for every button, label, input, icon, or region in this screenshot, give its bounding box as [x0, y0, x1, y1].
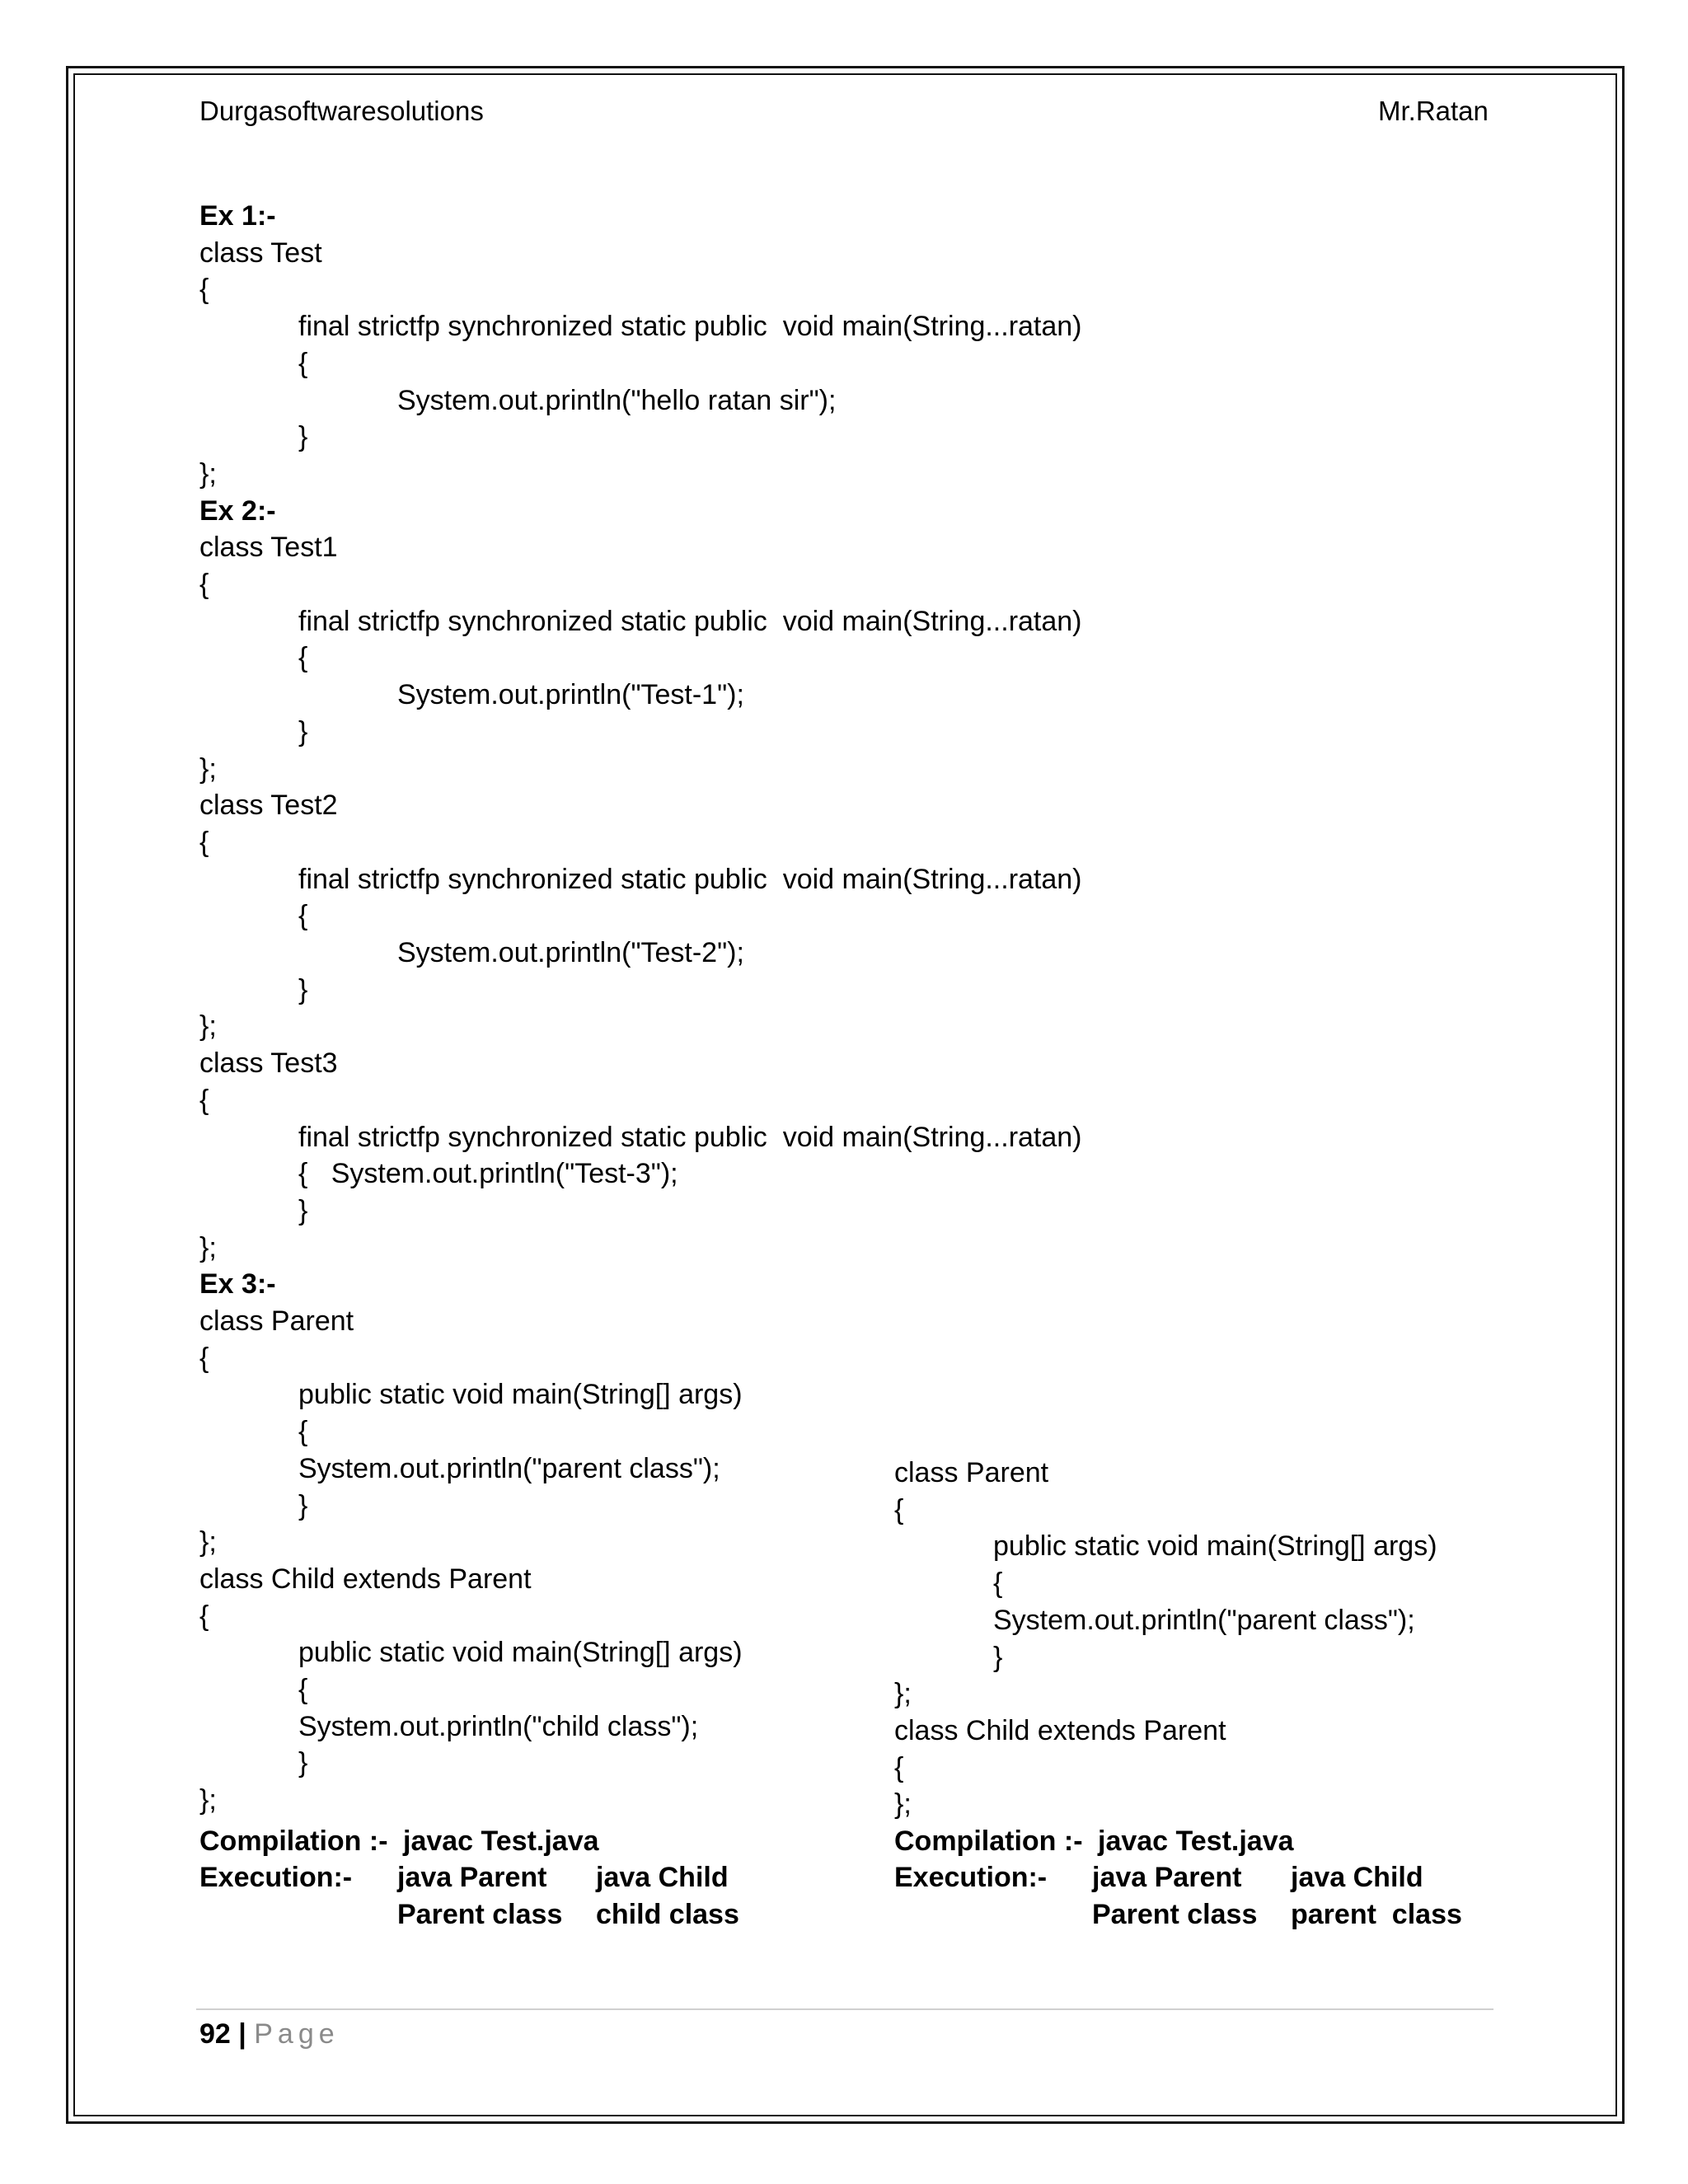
output-child: parent class	[1291, 1899, 1462, 1930]
code-line: }	[298, 421, 308, 453]
code-line: };	[199, 1784, 217, 1816]
code-line: System.out.println("child class");	[298, 1710, 699, 1742]
code-line: {	[199, 1342, 209, 1374]
code-line: {	[298, 347, 308, 379]
code-line: class Parent	[199, 1305, 354, 1337]
code-line: { System.out.println("Test-3");	[298, 1158, 678, 1190]
code-line: class Parent	[894, 1457, 1049, 1488]
code-line: class Test2	[199, 790, 338, 822]
code-line: {	[298, 1416, 308, 1448]
code-line: System.out.println("parent class");	[298, 1452, 720, 1484]
code-line: }	[298, 973, 308, 1005]
page-separator: |	[238, 2018, 246, 2050]
code-line: class Child extends Parent	[199, 1563, 532, 1595]
code-line: public static void main(String[] args)	[993, 1530, 1437, 1563]
code-line: final strictfp synchronized static public void main(String...ratan)	[298, 1121, 1082, 1153]
code-line: class Child extends Parent	[894, 1714, 1226, 1746]
header-author: Mr.Ratan	[1378, 96, 1489, 126]
code-line: };	[894, 1678, 912, 1710]
code-line: System.out.println("Test-1");	[397, 679, 744, 711]
code-line: }	[298, 1489, 308, 1521]
code-line: }	[298, 1194, 308, 1226]
code-line: {	[993, 1568, 1003, 1600]
code-line: class Test1	[199, 532, 338, 564]
code-line: };	[894, 1788, 912, 1821]
code-line: }	[993, 1641, 1003, 1673]
compilation-command: javac Test.java	[1098, 1825, 1294, 1857]
code-line: final strictfp synchronized static public void main(String...ratan)	[298, 311, 1082, 343]
example-heading: Ex 3:-	[199, 1268, 276, 1301]
execution-command-child: java Child	[596, 1862, 729, 1893]
footer-divider	[196, 2008, 1493, 2010]
execution-command-parent: java Parent	[397, 1862, 547, 1893]
code-line: };	[199, 457, 217, 490]
compilation-command: javac Test.java	[403, 1825, 599, 1857]
page-label: Page	[254, 2018, 340, 2050]
header-company: Durgasoftwaresolutions	[199, 96, 484, 126]
code-line: System.out.println("parent class");	[993, 1604, 1415, 1636]
page-number: 92	[199, 2018, 231, 2050]
code-line: };	[199, 752, 217, 785]
code-line: final strictfp synchronized static public void main(String...ratan)	[298, 605, 1082, 637]
code-line: {	[199, 1600, 209, 1632]
code-line: };	[199, 1010, 217, 1043]
execution-label: Execution:-	[894, 1862, 1048, 1893]
output-child: child class	[596, 1899, 739, 1930]
page-footer	[199, 2020, 340, 2048]
code-line: {	[199, 1084, 209, 1116]
code-line: {	[298, 900, 308, 932]
code-line: final strictfp synchronized static public void main(String...ratan)	[298, 863, 1082, 895]
code-line: System.out.println("hello ratan sir");	[397, 384, 837, 416]
execution-command-child: java Child	[1291, 1862, 1423, 1893]
code-line: }	[298, 1747, 308, 1779]
code-line: {	[298, 1674, 308, 1705]
compilation-label: Compilation :-	[894, 1825, 1083, 1857]
execution-command-parent: java Parent	[1092, 1862, 1242, 1893]
output-parent: Parent class	[397, 1899, 563, 1930]
code-line: };	[199, 1231, 217, 1263]
code-line: {	[199, 826, 209, 858]
code-line: }	[298, 715, 308, 748]
execution-label: Execution:-	[199, 1862, 353, 1893]
code-line: System.out.println("Test-2");	[397, 937, 744, 968]
code-line: class Test	[199, 237, 322, 269]
code-line: };	[199, 1526, 217, 1558]
output-parent: Parent class	[1092, 1899, 1258, 1930]
code-line: {	[199, 569, 209, 600]
code-line: public static void main(String[] args)	[298, 1379, 743, 1411]
example-heading: Ex 1:-	[199, 200, 276, 232]
code-line: {	[199, 274, 209, 306]
code-line: {	[894, 1493, 904, 1526]
code-line: class Test3	[199, 1047, 338, 1080]
code-line: {	[894, 1751, 904, 1783]
page-border-inner	[73, 73, 1617, 2116]
code-line: public static void main(String[] args)	[298, 1637, 743, 1669]
compilation-label: Compilation :-	[199, 1825, 388, 1857]
example-heading: Ex 2:-	[199, 494, 276, 527]
code-line: {	[298, 642, 308, 674]
